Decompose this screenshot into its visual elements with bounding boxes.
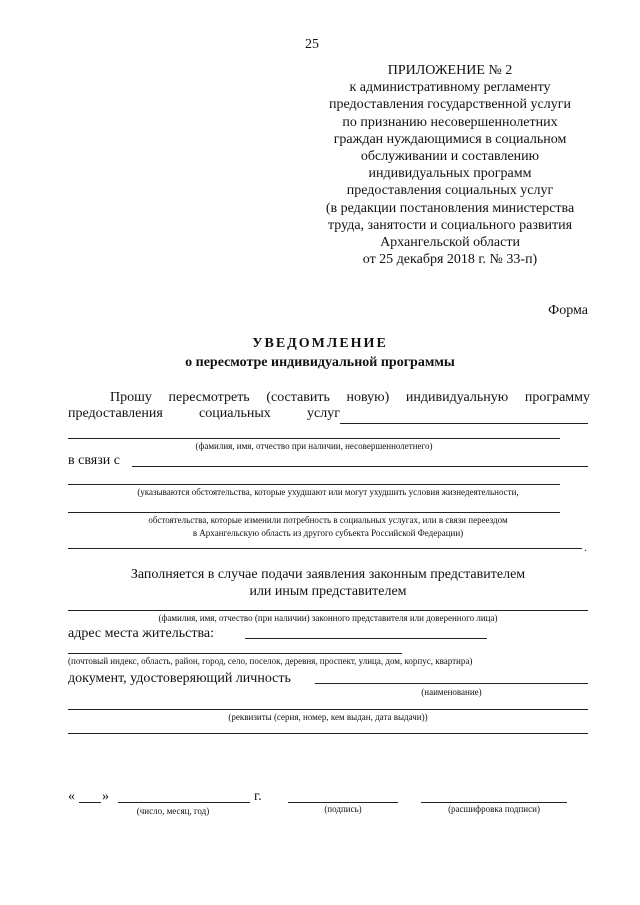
appendix-title: ПРИЛОЖЕНИЕ № 2 xyxy=(387,63,513,78)
minor-fio-input-line[interactable] xyxy=(68,438,560,439)
requisites-input-line[interactable] xyxy=(68,709,588,710)
request-line-2-prefix: предоставления социальных услуг xyxy=(68,406,340,421)
appendix-line: от 25 декабря 2018 г. № 33-п) xyxy=(362,252,538,268)
sign-caption: (подпись) xyxy=(324,804,362,814)
appendix-line: к административному регламенту xyxy=(349,80,551,96)
reason-prefix: в связи с xyxy=(68,453,120,468)
day-input-line[interactable] xyxy=(79,802,101,803)
year-suffix: г. xyxy=(254,789,262,804)
quote-open: « xyxy=(68,789,75,804)
appendix-line: по признанию несовершеннолетних xyxy=(342,114,558,130)
appendix-line: граждан нуждающимися в социальном xyxy=(333,131,567,147)
representative-fio-input-line[interactable] xyxy=(68,610,588,611)
reason-input-line-3[interactable] xyxy=(68,512,560,513)
reason-input-line-4[interactable] xyxy=(68,548,582,549)
appendix-line: обслуживании и составлению xyxy=(360,149,540,165)
appendix-line: труда, занятости и социального развития xyxy=(327,217,573,233)
appendix-line: Архангельской области xyxy=(380,235,520,251)
address-label: адрес места жительства: xyxy=(68,626,214,641)
date-caption: (число, месяц, год) xyxy=(136,806,210,816)
requisites-input-line-2[interactable] xyxy=(68,733,588,734)
quote-close: » xyxy=(102,789,109,804)
reason-caption-3: в Архангельскую область из другого субъекта Российской Федерации) xyxy=(192,528,464,538)
document-label: документ, удостоверяющий личность xyxy=(68,671,291,686)
services-input-line[interactable] xyxy=(340,423,588,424)
end-dot: . xyxy=(584,540,587,554)
appendix-line: индивидуальных программ xyxy=(368,166,532,182)
representative-heading-2: или иным представителем xyxy=(249,584,407,599)
page-number: 25 xyxy=(305,37,319,52)
appendix-line: (в редакции постановления министерства xyxy=(325,200,575,216)
reason-caption-1: (указываются обстоятельства, которые ухудшают или могут ухудшить условия жизнедеятельности, xyxy=(137,487,519,497)
document-title: УВЕДОМЛЕНИЕ xyxy=(252,336,388,351)
address-caption: (почтовый индекс, область, район, город, село, поселок, деревня, проспект, улица, дом, корпус, квартира) xyxy=(68,656,473,666)
minor-fio-caption: (фамилия, имя, отчество при наличии, несовершеннолетнего) xyxy=(195,441,433,451)
document-input-line[interactable] xyxy=(315,683,588,684)
form-label: Форма xyxy=(548,303,588,318)
representative-fio-caption: (фамилия, имя, отчество (при наличии) законного представителя или доверенного лица) xyxy=(158,613,498,623)
request-line-1: Прошу пересмотреть (составить новую) индивидуальную программу xyxy=(110,390,590,405)
decode-caption: (расшифровка подписи) xyxy=(448,804,540,814)
address-input-line-2[interactable] xyxy=(68,653,402,654)
appendix-line: предоставления государственной услуги xyxy=(329,97,571,113)
signature-input-line[interactable] xyxy=(288,802,398,803)
appendix-block xyxy=(300,62,600,268)
reason-caption-2: обстоятельства, которые изменили потребность в социальных услугах, или в связи переездом xyxy=(148,515,508,525)
appendix-line: предоставления социальных услуг xyxy=(346,183,554,199)
document-subtitle: о пересмотре индивидуальной программы xyxy=(185,355,455,370)
address-input-line[interactable] xyxy=(245,638,487,639)
month-year-input-line[interactable] xyxy=(118,802,250,803)
document-caption: (наименование) xyxy=(421,687,482,697)
signature-decode-input-line[interactable] xyxy=(421,802,567,803)
reason-input-line[interactable] xyxy=(132,466,588,467)
reason-input-line-2[interactable] xyxy=(68,484,560,485)
representative-heading-1: Заполняется в случае подачи заявления законным представителем xyxy=(130,567,526,582)
requisites-caption: (реквизиты (серия, номер, кем выдан, дата выдачи)) xyxy=(228,712,428,722)
